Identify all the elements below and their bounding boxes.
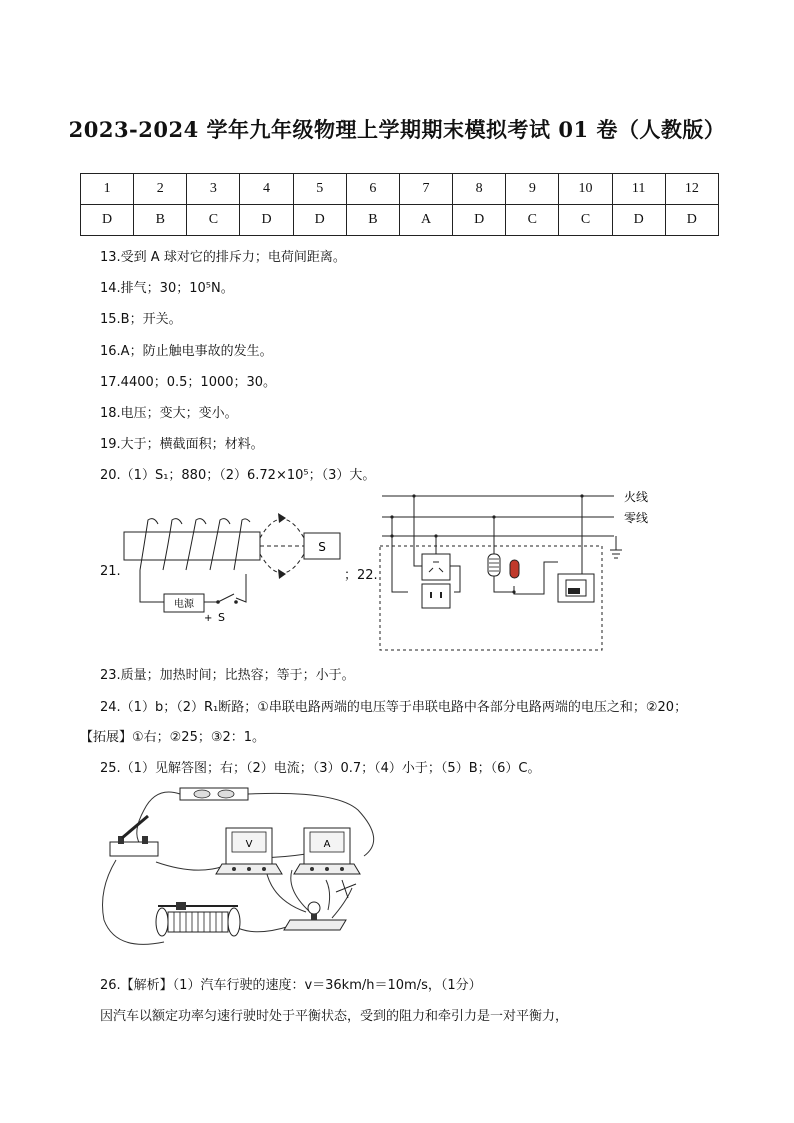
two-hole-socket xyxy=(422,584,450,608)
answer-line-18: 18.电压；变大；变小。 xyxy=(100,406,238,421)
answer-label-21: 21. xyxy=(100,564,121,579)
table-cell: D xyxy=(612,205,665,236)
table-cell: D xyxy=(453,205,506,236)
solenoid-circuit-diagram xyxy=(118,490,348,624)
field-arrow-top xyxy=(278,513,286,523)
answer-line-26a: 26.【解析】（1）汽车行驶的速度：v＝36km/h＝10m/s，（1分） xyxy=(100,978,482,993)
switch-label: S xyxy=(218,611,225,624)
battery-icon xyxy=(218,790,234,798)
test-pen-icon xyxy=(510,560,519,578)
power-supply-label: 电源 xyxy=(174,599,194,610)
table-cell: 12 xyxy=(665,174,718,205)
answer-line-25: 25.（1）见解答图；右；（2）电流；（3）0.7；（4）小于；（5）B；（6）C。 xyxy=(100,761,541,776)
answer-line-17: 17.4400；0.5；1000；30。 xyxy=(100,375,277,390)
branch-wires xyxy=(392,496,582,594)
answer-line-16: 16.A；防止触电事故的发生。 xyxy=(100,344,273,359)
table-cell: 1 xyxy=(81,174,134,205)
answer-line-20: 20.（1）S₁；880；（2）6.72×10⁵；（3）大。 xyxy=(100,468,376,483)
three-hole-socket xyxy=(422,554,450,580)
light-bulb-icon xyxy=(308,902,320,914)
rheostat-slider xyxy=(176,902,186,910)
answer-line-14: 14.排气；30；10⁵N。 xyxy=(100,281,234,296)
answer-line-23: 23.质量；加热时间；比热容；等于；小于。 xyxy=(100,668,355,683)
answer-line-24a: 24.（1）b；（2）R₁断路；①串联电路两端的电压等于串联电路中各部分电路两端的电压之和；②20； xyxy=(100,700,688,715)
table-cell: 10 xyxy=(559,174,612,205)
table-cell: A xyxy=(399,205,452,236)
answer-table-answer-row xyxy=(81,205,719,236)
answer-table xyxy=(80,173,719,236)
answer-line-24b: 【拓展】①右；②25；③2：1。 xyxy=(80,730,266,745)
live-wire-label: 火线 xyxy=(624,490,649,504)
table-cell: B xyxy=(134,205,187,236)
table-cell: 4 xyxy=(240,174,293,205)
table-cell: 9 xyxy=(506,174,559,205)
page-title: 2023-2024 学年九年级物理上学期期末模拟考试 01 卷（人教版） xyxy=(68,117,726,142)
table-cell: 3 xyxy=(187,174,240,205)
fuse-icon xyxy=(488,554,500,576)
voltmeter-label: V xyxy=(245,839,253,850)
table-cell: D xyxy=(665,205,718,236)
table-cell: C xyxy=(187,205,240,236)
table-cell: C xyxy=(559,205,612,236)
physical-circuit-diagram xyxy=(96,780,386,955)
field-arrow-bottom xyxy=(278,569,286,579)
table-cell: 5 xyxy=(293,174,346,205)
answer-line-19: 19.大于；横截面积；材料。 xyxy=(100,437,264,452)
battery-holder xyxy=(180,788,248,800)
answer-line-15: 15.B；开关。 xyxy=(100,312,182,327)
table-cell: 7 xyxy=(399,174,452,205)
table-cell: D xyxy=(81,205,134,236)
magnet-pole-label: S xyxy=(318,540,326,554)
knife-switch-blade xyxy=(122,816,148,838)
rheostat-end-cap xyxy=(228,908,240,936)
ground-icon xyxy=(610,550,622,558)
answer-line-26b: 因汽车以额定功率匀速行驶时处于平衡状态，受到的阻力和牵引力是一对平衡力， xyxy=(100,1009,569,1024)
rheostat-end-cap xyxy=(156,908,168,936)
table-cell: 11 xyxy=(612,174,665,205)
table-cell: D xyxy=(240,205,293,236)
table-cell: C xyxy=(506,205,559,236)
battery-icon xyxy=(194,790,210,798)
table-cell: 6 xyxy=(346,174,399,205)
neutral-wire-label: 零线 xyxy=(624,511,649,525)
ammeter-label: A xyxy=(323,839,331,850)
answer-table-number-row xyxy=(81,174,719,205)
table-cell: 2 xyxy=(134,174,187,205)
lamp-base xyxy=(284,920,346,930)
answer-label-22: ；22. xyxy=(344,568,378,583)
magnetic-field-lines xyxy=(260,519,304,573)
household-wiring-diagram xyxy=(378,488,668,658)
table-cell: D xyxy=(293,205,346,236)
table-cell: B xyxy=(346,205,399,236)
coil-windings xyxy=(140,519,250,570)
plus-sign-label: + xyxy=(204,613,213,624)
knife-switch-base xyxy=(110,842,158,856)
answer-line-13: 13.受到 A 球对它的排斥力；电荷间距离。 xyxy=(100,250,346,265)
switch-blade xyxy=(218,594,234,602)
switch-contact xyxy=(234,600,238,604)
table-cell: 8 xyxy=(453,174,506,205)
